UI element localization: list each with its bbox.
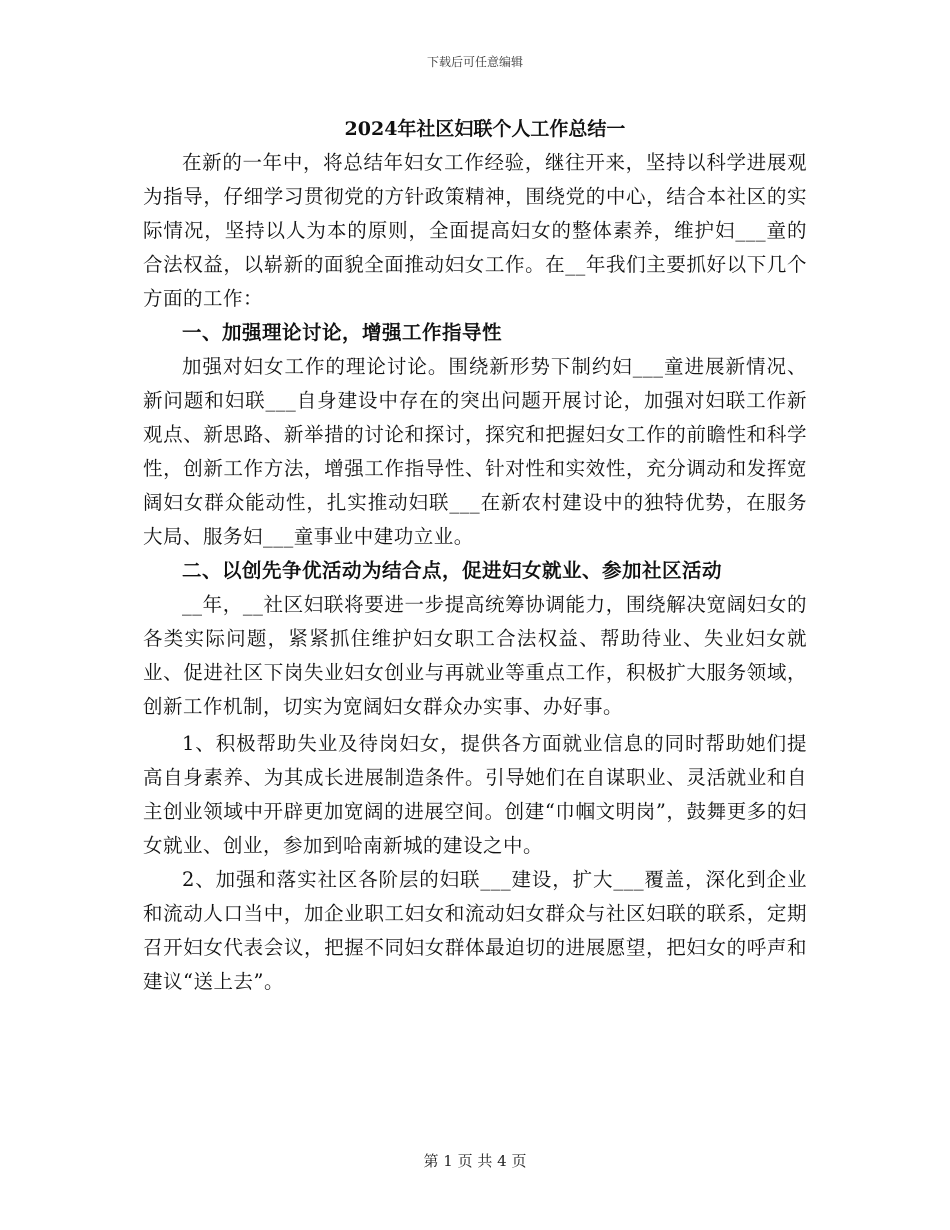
page-number-footer: 第 1 页 共 4 页 (423, 1152, 527, 1170)
section-heading-2: 二、以创先争优活动为结合点，促进妇女就业、参加社区活动 (182, 559, 723, 582)
section-2-paragraph: __年，__社区妇联将要进一步提高统筹协调能力，围绕解决宽阔妇女的各类实际问题，紧紧抓住维护妇女职工合法权益、帮助待业、失业妇女就业、促进社区下岗失业妇女创业与再就业等重点工作，积极扩大服务领域，创新工作机制，切实为宽阔妇女群众办实事、办好事。 (143, 593, 807, 718)
intro-paragraph: 在新的一年中，将总结年妇女工作经验，继往开来，坚持以科学进展观为指导，仔细学习贯彻党的方针政策精神，围绕党的中心，结合本社区的实际情况，坚持以人为本的原则，全面提高妇女的整体素养，维护妇___童的合法权益，以崭新的面貌全面推动妇女工作。在__年我们主要抓好以下几个方面的工作： (143, 151, 807, 310)
item-2-paragraph: 2、加强和落实社区各阶层的妇联___建设，扩大___覆盖，深化到企业和流动人口当中，加企业职工妇女和流动妇女群众与社区妇联的联系，定期召开妇女代表会议，把握不同妇女群体最迫切的进展愿望，把妇女的呼声和建议“送上去”。 (143, 868, 807, 993)
section-1-paragraph: 加强对妇女工作的理论讨论。围绕新形势下制约妇___童进展新情况、新问题和妇联___自身建设中存在的突出问题开展讨论，加强对妇联工作新观点、新思路、新举措的讨论和探讨，探究和把握妇女工作的前瞻性和科学性，创新工作方法，增强工作指导性、针对性和实效性，充分调动和发挥宽阔妇女群众能动性，扎实推动妇联___在新农村建设中的独特优势，在服务大局、服务妇___童事业中建功立业。 (143, 355, 807, 548)
document-title: 2024年社区妇联个人工作总结一 (344, 118, 626, 140)
header-note: 下载后可任意编辑 (426, 55, 523, 69)
item-1-paragraph: 1、积极帮助失业及待岗妇女，提供各方面就业信息的同时帮助她们提高自身素养、为其成长进展制造条件。引导她们在自谋职业、灵活就业和自主创业领域中开辟更加宽阔的进展空间。创建“巾帼文明岗”，鼓舞更多的妇女就业、创业，参加到哈南新城的建设之中。 (143, 732, 807, 857)
document-body (143, 112, 807, 999)
section-heading-1: 一、加强理论讨论，增强工作指导性 (182, 321, 503, 344)
